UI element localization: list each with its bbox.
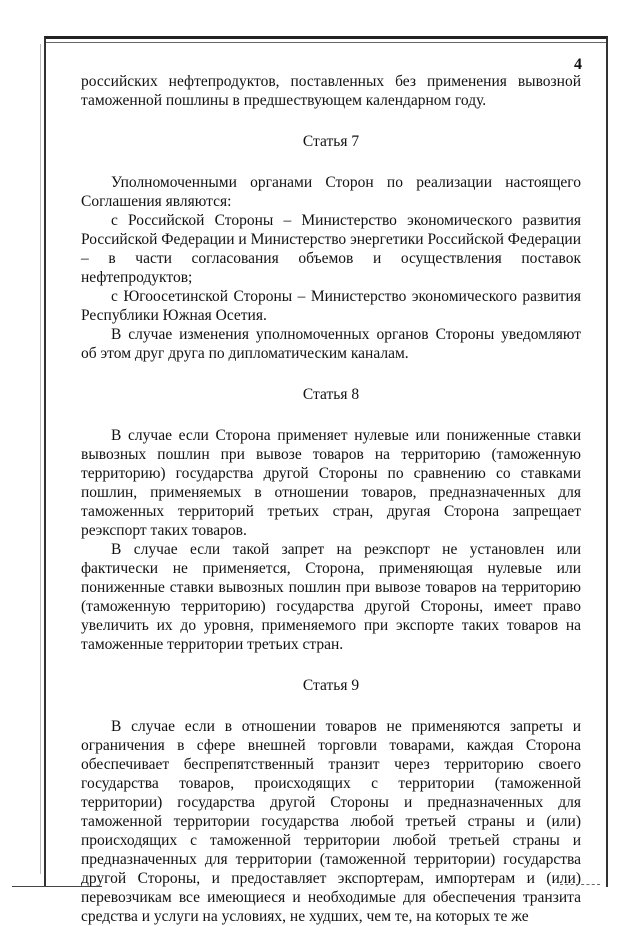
margin-line: [40, 44, 41, 874]
spacer: [81, 654, 581, 676]
bottom-right-mark: [560, 884, 600, 885]
paragraph: В случае если Сторона применяет нулевые или пониженные ставки вывозных пошлин при вывозе товаров на территорию (таможенную территорию) государства другой Стороны по сравнению со ставками пошлин, применяемых в отношении товаров, предназначенных для таможенных территорий третьих стран, другая Сторона запрещает реэкспорт таких товаров.: [81, 427, 581, 539]
page-number: 4: [574, 56, 582, 73]
article-heading: Статья 7: [302, 133, 360, 150]
article-heading: Статья 9: [302, 677, 360, 694]
document-body: [81, 72, 581, 926]
spacer: [81, 110, 581, 132]
paragraph: с Югоосетинской Стороны – Министерство экономического развития Республики Южная Осетия.: [81, 288, 581, 324]
bottom-left-mark: [12, 886, 102, 887]
spacer: [81, 363, 581, 385]
spacer: [81, 404, 581, 426]
paragraph: российских нефтепродуктов, поставленных без применения вывозной таможенной пошлины в предшествующем календарном году.: [81, 73, 581, 109]
paragraph: с Российской Стороны – Министерство экономического развития Российской Федерации и Министерство энергетики Российской Федерации – в части согласования объемов и осуществления поставок нефтепродуктов;: [81, 212, 581, 286]
article-heading: Статья 8: [302, 386, 360, 403]
paragraph: В случае если такой запрет на реэкспорт не установлен или фактически не применяется, Сторона, применяющая нулевые или пониженные ставки вывозных пошлин при вывозе товаров на территорию (таможенную территорию) государства другой Стороны, имеет право увеличить их до уровня, применяемого при экспорте таких товаров на таможенные территории третьих стран.: [81, 541, 581, 653]
spacer: [81, 695, 581, 717]
paragraph: В случае если в отношении товаров не применяются запреты и ограничения в сфере внешней торговли товарами, каждая Сторона обеспечивает беспрепятственный транзит через территорию своего государства товаров, происходящих с территории (таможенной территории) государства другой Стороны и предназначенных для таможенной территории государства любой третьей страны и (или) происходящих с таможенной территории любой третьей страны и предназначенных для территории (таможенной территории) государства другой Стороны, и предоставляет экспортерам, импортерам и (или) перевозчикам все имеющиеся и необходимые для обеспечения транзита средства и услуги на условиях, не худших, чем те, на которых те же: [81, 718, 581, 925]
paragraph: В случае изменения уполномоченных органов Стороны уведомляют об этом друг друга по дипломатическим каналам.: [81, 326, 581, 362]
spacer: [81, 151, 581, 173]
paragraph: Уполномоченными органами Сторон по реализации настоящего Соглашения являются:: [81, 174, 581, 210]
